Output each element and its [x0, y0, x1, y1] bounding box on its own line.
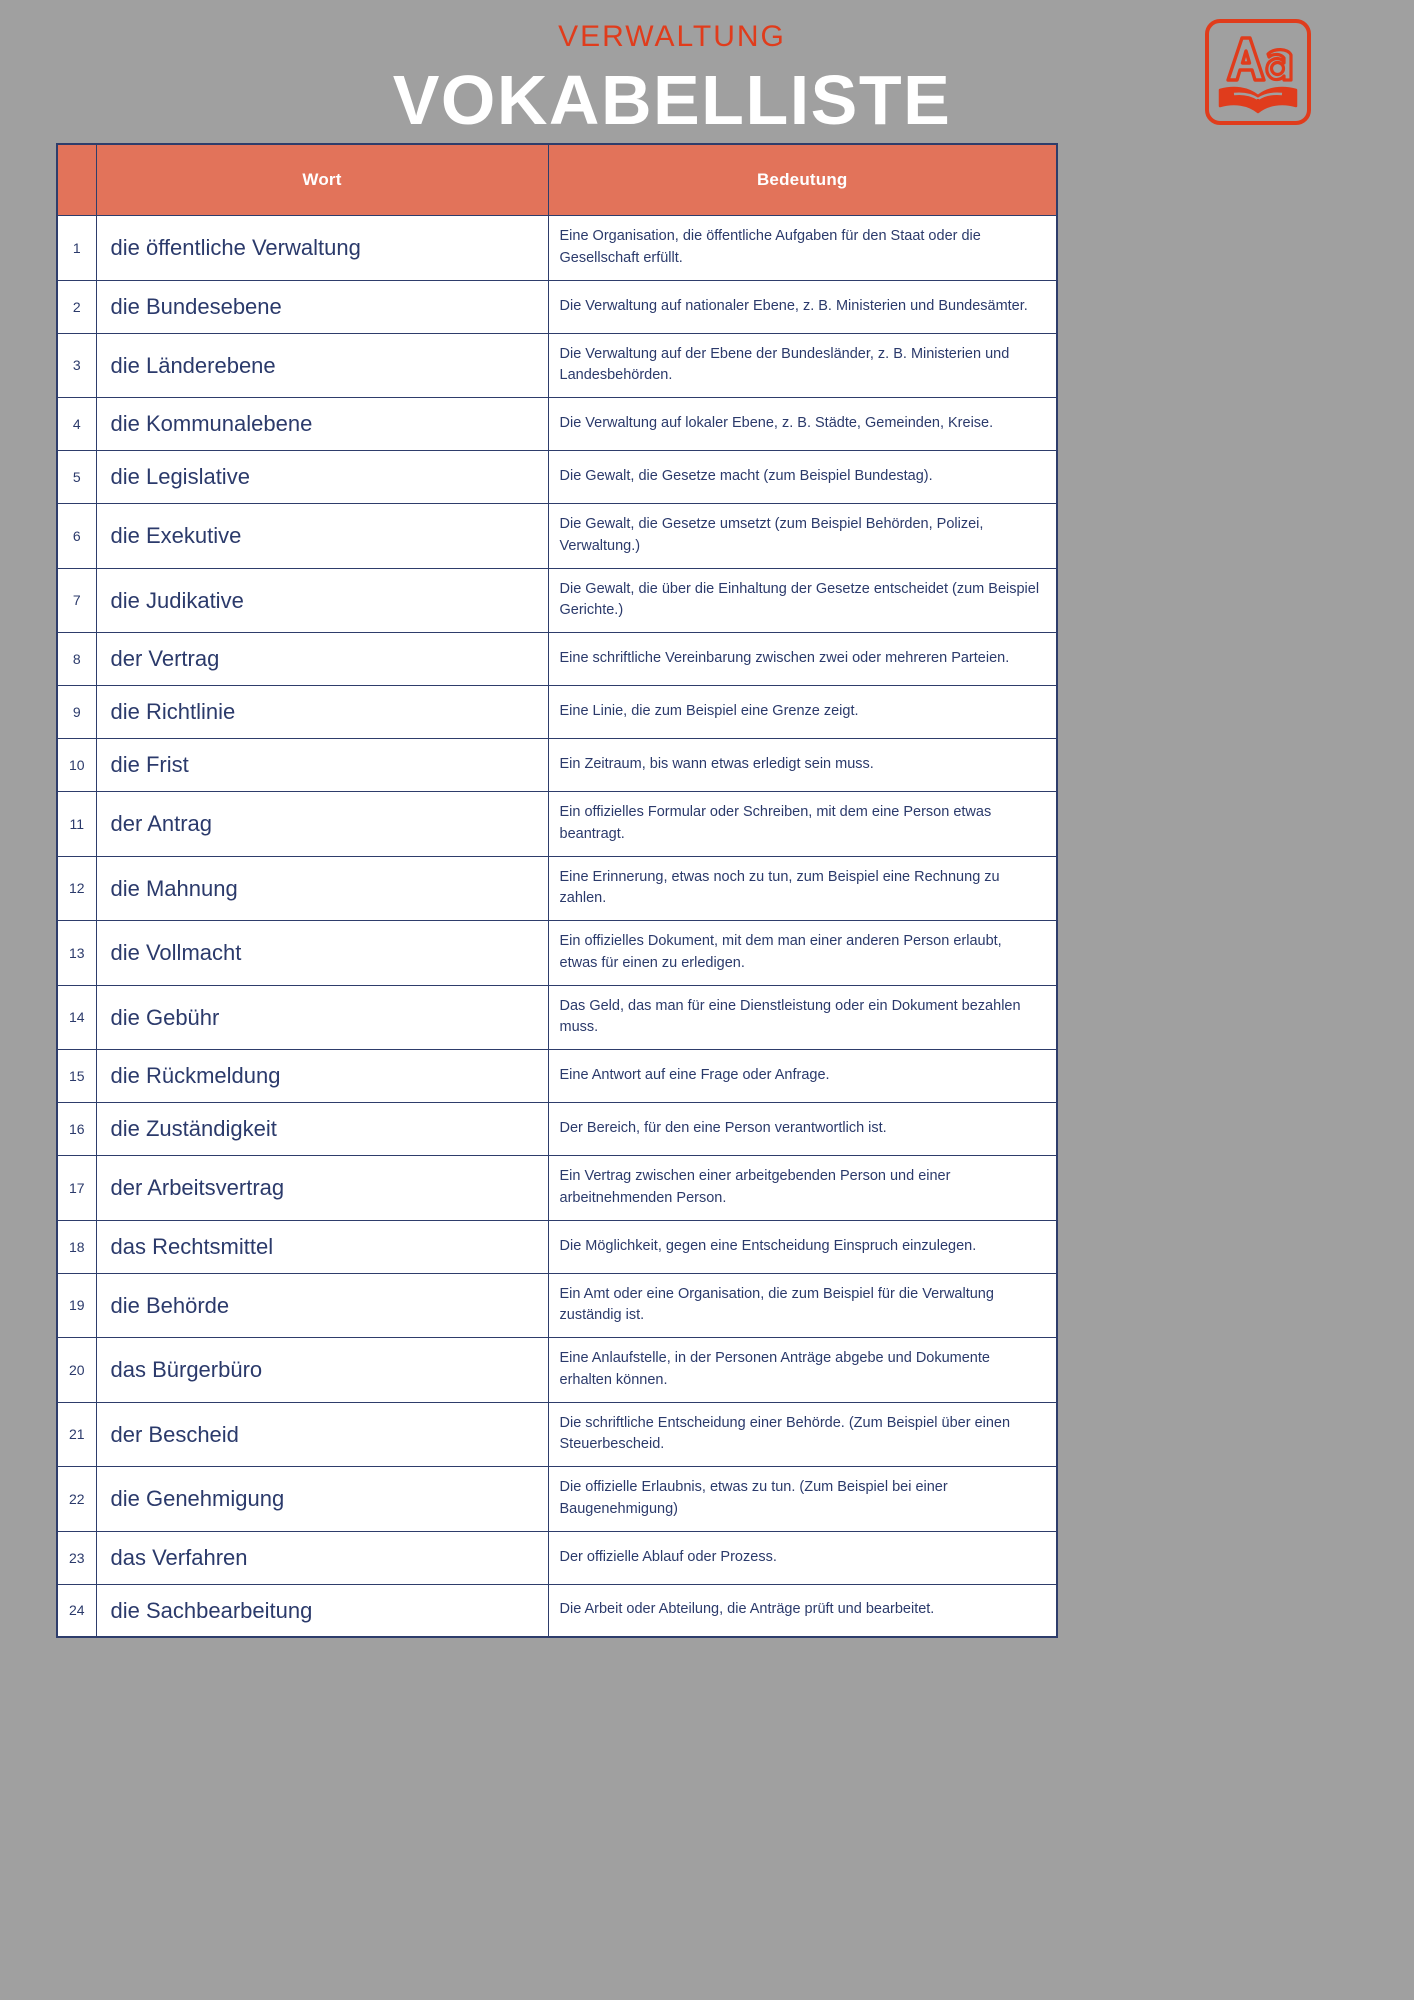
- table-row: [57, 280, 1057, 333]
- row-word: die Legislative: [96, 451, 548, 504]
- vocabulary-table-container: [56, 143, 1056, 1638]
- row-number: 8: [57, 633, 96, 686]
- row-word: die Mahnung: [96, 856, 548, 921]
- row-word: das Bürgerbüro: [96, 1338, 548, 1403]
- row-word: der Bescheid: [96, 1402, 548, 1467]
- table-row: [57, 1338, 1057, 1403]
- row-word: das Rechtsmittel: [96, 1220, 548, 1273]
- table-row: [57, 633, 1057, 686]
- row-meaning: Ein offizielles Dokument, mit dem man einer anderen Person erlaubt, etwas für einen zu erledigen.: [548, 921, 1057, 986]
- table-row: [57, 921, 1057, 986]
- row-number: 5: [57, 451, 96, 504]
- table-row: [57, 1220, 1057, 1273]
- table-row: [57, 1273, 1057, 1338]
- row-number: 16: [57, 1103, 96, 1156]
- row-number: 12: [57, 856, 96, 921]
- row-meaning: Der Bereich, für den eine Person verantwortlich ist.: [548, 1103, 1057, 1156]
- row-meaning: Die Gewalt, die Gesetze macht (zum Beispiel Bundestag).: [548, 451, 1057, 504]
- table-row: [57, 451, 1057, 504]
- row-number: 20: [57, 1338, 96, 1403]
- row-meaning: Eine Anlaufstelle, in der Personen Anträge abgebe und Dokumente erhalten können.: [548, 1338, 1057, 1403]
- row-meaning: Die offizielle Erlaubnis, etwas zu tun. (Zum Beispiel bei einer Baugenehmigung): [548, 1467, 1057, 1532]
- row-number: 3: [57, 333, 96, 398]
- row-word: die Rückmeldung: [96, 1050, 548, 1103]
- row-number: 21: [57, 1402, 96, 1467]
- row-word: der Antrag: [96, 792, 548, 857]
- row-word: das Verfahren: [96, 1531, 548, 1584]
- row-number: 2: [57, 280, 96, 333]
- row-meaning: Ein Zeitraum, bis wann etwas erledigt sein muss.: [548, 739, 1057, 792]
- column-header-meaning: Bedeutung: [548, 144, 1057, 216]
- row-meaning: Die Verwaltung auf nationaler Ebene, z. B. Ministerien und Bundesämter.: [548, 280, 1057, 333]
- table-row: [57, 1103, 1057, 1156]
- row-word: die Vollmacht: [96, 921, 548, 986]
- row-meaning: Die Verwaltung auf der Ebene der Bundesländer, z. B. Ministerien und Landesbehörden.: [548, 333, 1057, 398]
- table-header-row: [57, 144, 1057, 216]
- row-number: 19: [57, 1273, 96, 1338]
- row-word: die Kommunalebene: [96, 398, 548, 451]
- row-number: 7: [57, 568, 96, 633]
- row-word: die Bundesebene: [96, 280, 548, 333]
- table-row: [57, 1531, 1057, 1584]
- row-number: 18: [57, 1220, 96, 1273]
- table-row: [57, 1156, 1057, 1221]
- book-aa-icon: [1204, 18, 1312, 126]
- row-word: die Behörde: [96, 1273, 548, 1338]
- page-title: VOKABELLISTE: [392, 61, 952, 139]
- row-word: die Genehmigung: [96, 1467, 548, 1532]
- page-header: [0, 0, 1414, 139]
- row-number: 11: [57, 792, 96, 857]
- table-row: [57, 1584, 1057, 1637]
- row-number: 9: [57, 686, 96, 739]
- row-number: 1: [57, 216, 96, 281]
- row-word: die Judikative: [96, 568, 548, 633]
- table-row: [57, 504, 1057, 569]
- row-word: die Exekutive: [96, 504, 548, 569]
- table-row: [57, 333, 1057, 398]
- table-row: [57, 985, 1057, 1050]
- row-number: 6: [57, 504, 96, 569]
- row-meaning: Die Arbeit oder Abteilung, die Anträge prüft und bearbeitet.: [548, 1584, 1057, 1637]
- row-meaning: Die Gewalt, die über die Einhaltung der Gesetze entscheidet (zum Beispiel Gerichte.): [548, 568, 1057, 633]
- row-word: die Richtlinie: [96, 686, 548, 739]
- table-row: [57, 792, 1057, 857]
- row-word: die Sachbearbeitung: [96, 1584, 548, 1637]
- row-meaning: Eine Linie, die zum Beispiel eine Grenze zeigt.: [548, 686, 1057, 739]
- row-number: 24: [57, 1584, 96, 1637]
- row-number: 23: [57, 1531, 96, 1584]
- row-word: die öffentliche Verwaltung: [96, 216, 548, 281]
- row-meaning: Die Möglichkeit, gegen eine Entscheidung Einspruch einzulegen.: [548, 1220, 1057, 1273]
- table-row: [57, 1050, 1057, 1103]
- row-meaning: Die Verwaltung auf lokaler Ebene, z. B. Städte, Gemeinden, Kreise.: [548, 398, 1057, 451]
- column-header-word: Wort: [96, 144, 548, 216]
- row-number: 4: [57, 398, 96, 451]
- table-row: [57, 1402, 1057, 1467]
- table-row: [57, 739, 1057, 792]
- table-row: [57, 568, 1057, 633]
- row-word: der Arbeitsvertrag: [96, 1156, 548, 1221]
- row-word: der Vertrag: [96, 633, 548, 686]
- row-meaning: Das Geld, das man für eine Dienstleistung oder ein Dokument bezahlen muss.: [548, 985, 1057, 1050]
- row-number: 17: [57, 1156, 96, 1221]
- table-row: [57, 856, 1057, 921]
- row-word: die Gebühr: [96, 985, 548, 1050]
- row-meaning: Der offizielle Ablauf oder Prozess.: [548, 1531, 1057, 1584]
- row-word: die Frist: [96, 739, 548, 792]
- row-number: 15: [57, 1050, 96, 1103]
- page-kicker: VERWALTUNG: [558, 20, 786, 53]
- table-row: [57, 216, 1057, 281]
- row-number: 22: [57, 1467, 96, 1532]
- row-meaning: Ein offizielles Formular oder Schreiben, mit dem eine Person etwas beantragt.: [548, 792, 1057, 857]
- row-number: 10: [57, 739, 96, 792]
- row-word: die Länderebene: [96, 333, 548, 398]
- table-row: [57, 398, 1057, 451]
- row-meaning: Eine Erinnerung, etwas noch zu tun, zum Beispiel eine Rechnung zu zahlen.: [548, 856, 1057, 921]
- row-word: die Zuständigkeit: [96, 1103, 548, 1156]
- row-number: 13: [57, 921, 96, 986]
- row-meaning: Eine Organisation, die öffentliche Aufgaben für den Staat oder die Gesellschaft erfüllt.: [548, 216, 1057, 281]
- row-meaning: Ein Amt oder eine Organisation, die zum Beispiel für die Verwaltung zuständig ist.: [548, 1273, 1057, 1338]
- row-meaning: Die schriftliche Entscheidung einer Behörde. (Zum Beispiel über einen Steuerbescheid.: [548, 1402, 1057, 1467]
- row-meaning: Die Gewalt, die Gesetze umsetzt (zum Beispiel Behörden, Polizei, Verwaltung.): [548, 504, 1057, 569]
- row-meaning: Ein Vertrag zwischen einer arbeitgebenden Person und einer arbeitnehmenden Person.: [548, 1156, 1057, 1221]
- column-header-number: [57, 144, 96, 216]
- table-row: [57, 1467, 1057, 1532]
- row-meaning: Eine schriftliche Vereinbarung zwischen zwei oder mehreren Parteien.: [548, 633, 1057, 686]
- row-meaning: Eine Antwort auf eine Frage oder Anfrage.: [548, 1050, 1057, 1103]
- row-number: 14: [57, 985, 96, 1050]
- vocabulary-table-body: [57, 216, 1057, 1638]
- table-row: [57, 686, 1057, 739]
- vocabulary-table: [56, 143, 1058, 1638]
